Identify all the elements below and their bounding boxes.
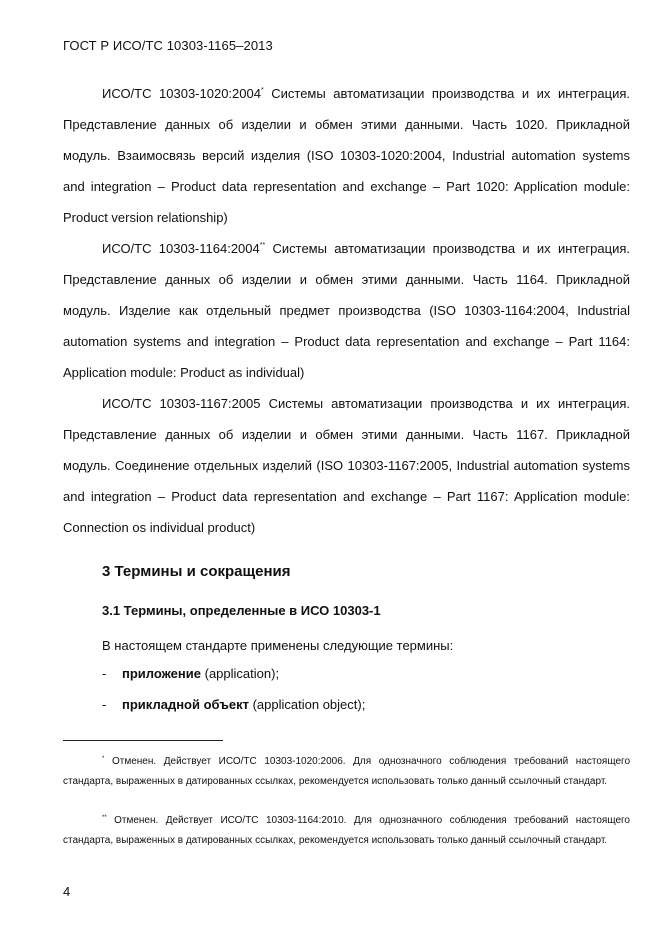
section-heading: 3 Термины и сокращения <box>102 563 291 580</box>
term-name: приложение <box>122 666 201 681</box>
list-dash: - <box>102 697 107 712</box>
list-item <box>102 666 279 681</box>
subsection-heading: 3.1 Термины, определенные в ИСО 10303-1 <box>102 603 381 618</box>
footnote-text: Отменен. Действует ИСО/ТС 10303-1020:2006. Для однозначного соблюдения требований настоящего стандарта, выраженных в датированных ссылках, рекомендуется использовать только данный ссылочный стандарт. <box>63 756 631 787</box>
reference-paragraph <box>63 78 630 233</box>
intro-text: В настоящем стандарте применены следующие термины: <box>102 638 454 653</box>
reference-text: Системы автоматизации производства и их интеграция. Представление данных об изделии и обмен этими данными. Часть 1167. Прикладной модуль. Соединение отдельных изделий (ISO 10303-1167:2005, Industrial automation systems and integration – Product data representation and exchange – Part 1167: Application module: Connection os individual product) <box>63 396 630 535</box>
list-dash: - <box>102 666 107 681</box>
reference-paragraph <box>63 233 630 388</box>
reference-text: Системы автоматизации производства и их интеграция. Представление данных об изделии и обмен этими данными. Часть 1020. Прикладной модуль. Взаимосвязь версий изделия (ISO 10303-1020:2004, Industrial automation systems and integration – Product data representation and exchange – Part 1020: Application module: Product version relationship) <box>63 86 630 225</box>
footnote-mark: * <box>102 756 105 762</box>
term-name: прикладной объект <box>122 697 249 712</box>
reference-code: ИСО/ТС 10303-1167:2005 <box>102 396 261 411</box>
footnote <box>63 752 630 792</box>
reference-code: ИСО/ТС 10303-1164:2004 <box>102 241 260 256</box>
footnote-mark: ** <box>259 242 266 249</box>
page-number: 4 <box>63 884 71 899</box>
footnote-text: Отменен. Действует ИСО/ТС 10303-1164:2010. Для однозначного соблюдения требований настоящего стандарта, выраженных в датированных ссылках, рекомендуется использовать только данный ссылочный стандарт. <box>63 815 630 846</box>
reference-text: Системы автоматизации производства и их интеграция. Представление данных об изделии и обмен этими данными. Часть 1164. Прикладной модуль. Изделие как отдельный предмет производства (ISO 10303-1164:2004, Industrial automation systems and integration – Product data representation and exchange – Part 1164: Application module: Product as individual) <box>63 241 630 380</box>
list-item <box>102 697 365 712</box>
footnote-mark: * <box>260 87 264 94</box>
footnote <box>63 811 630 851</box>
document-header: ГОСТ Р ИСО/ТС 10303-1165–2013 <box>63 38 273 53</box>
term-english: (application); <box>204 666 280 681</box>
term-english: (application object); <box>252 697 366 712</box>
reference-code: ИСО/ТС 10303-1020:2004 <box>102 86 261 101</box>
reference-paragraph <box>63 388 630 543</box>
footnote-mark: ** <box>102 815 107 821</box>
footnote-divider <box>63 740 223 741</box>
